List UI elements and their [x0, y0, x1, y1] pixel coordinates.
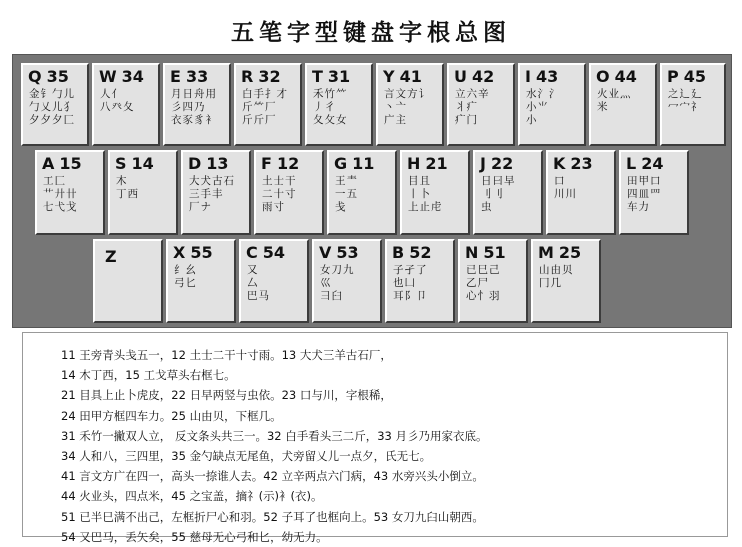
key-letter: H	[407, 154, 421, 173]
key-roots: 火业灬 米	[597, 88, 632, 113]
key-i[interactable]	[518, 63, 586, 146]
key-roots: 大犬古石 三手丰 厂ナ	[189, 175, 235, 213]
key-h[interactable]	[400, 150, 470, 235]
key-code: 43	[535, 67, 559, 86]
key-letter: E	[170, 67, 181, 86]
mnemonic-line: 41 言文方广在四一，高头一捺谁人去。42 立辛两点六门病，43 水旁兴头小倒立。	[61, 469, 484, 484]
key-m[interactable]	[531, 239, 601, 323]
key-s[interactable]	[108, 150, 178, 235]
key-code: 34	[121, 67, 144, 86]
key-letter: C	[246, 243, 258, 262]
key-letter: X	[173, 243, 186, 262]
key-code: 25	[558, 243, 582, 262]
key-d[interactable]	[181, 150, 251, 235]
key-roots: 日曰早 刂刂 虫	[481, 175, 516, 213]
key-code: 12	[276, 154, 300, 173]
key-roots: 女刀九 巛 彐臼	[320, 264, 355, 302]
keyboard	[12, 54, 732, 328]
key-roots: 王龶 一五 戋	[335, 175, 358, 213]
mnemonic-line: 11 王旁青头戋五一，12 土士二干十寸雨。13 大犬三羊古石厂，	[61, 348, 392, 362]
key-code: 15	[59, 154, 82, 173]
key-q[interactable]	[21, 63, 89, 146]
key-code: 11	[352, 154, 375, 173]
key-code: 14	[131, 154, 154, 173]
mnemonic-line: 44 火业头，四点米，45 之宝盖，摘礻(示)衤(衣)。	[61, 489, 323, 504]
key-t[interactable]	[305, 63, 373, 146]
key-v[interactable]	[312, 239, 382, 323]
key-code: 52	[409, 243, 432, 262]
key-letter: T	[312, 67, 323, 86]
key-letter: J	[480, 154, 486, 173]
key-code: 41	[399, 67, 422, 86]
key-code: 31	[327, 67, 351, 86]
key-roots: 口 川川	[554, 175, 577, 200]
key-roots: 立六辛 丬疒 疒门	[455, 88, 490, 126]
key-code: 35	[46, 67, 69, 86]
key-letter: F	[261, 154, 272, 173]
key-letter: D	[188, 154, 202, 173]
key-letter: W	[99, 67, 117, 86]
key-roots: 纟幺 弓匕	[174, 264, 197, 289]
key-roots: 禾竹⺮ 丿彳 夂攵女	[313, 88, 348, 126]
key-letter: N	[465, 243, 479, 262]
key-roots: 土士干 二十寸 雨寸	[262, 175, 297, 213]
key-z[interactable]	[93, 239, 163, 323]
key-w[interactable]	[92, 63, 160, 146]
key-roots: 子孑了 也凵 耳阝卩	[393, 264, 428, 302]
key-x[interactable]	[166, 239, 236, 323]
mnemonic-line: 54 又巴马，丢矢矣，55 慈母无心弓和匕，幼无力。	[61, 529, 328, 544]
key-k[interactable]	[546, 150, 616, 235]
key-code: 53	[336, 243, 359, 262]
mnemonic-line: 34 人和八，三四里，35 金勺缺点无尾鱼，犬旁留乂儿一点夕，氏无七。	[61, 449, 432, 464]
page-title: 五笔字型键盘字根总图	[231, 19, 511, 46]
key-roots: 山由贝 冂几	[539, 264, 574, 289]
key-roots: 金钅勹儿 勹乂儿犭 夕夕夕匚	[29, 88, 75, 126]
key-code: 24	[641, 154, 664, 173]
key-letter: M	[538, 243, 554, 262]
key-roots: 目且 丨卜 上止虍	[408, 175, 443, 213]
key-r[interactable]	[234, 63, 302, 146]
key-roots: 月日舟用 彡四乃 衣豕豸衤	[171, 88, 217, 126]
key-letter: L	[626, 154, 637, 173]
key-g[interactable]	[327, 150, 397, 235]
key-letter: Q	[28, 67, 42, 86]
key-letter: O	[596, 67, 610, 86]
key-roots: 之辶廴 冖宀礻	[668, 88, 703, 113]
key-code: 13	[206, 154, 229, 173]
key-roots: 田甲口 四皿罒 车力	[627, 175, 662, 213]
key-code: 44	[614, 67, 637, 86]
key-roots: 又 厶 巴马	[247, 264, 270, 302]
mnemonic-line: 21 目具上止卜虎皮，22 日早两竖与虫依。23 口与川，字根稀，	[61, 388, 392, 403]
key-code: 33	[185, 67, 209, 86]
key-letter: B	[392, 243, 405, 262]
key-roots: 水氵⺡ 小⺌ 小	[526, 88, 561, 126]
key-roots: 言文方讠 丶亠 广主	[384, 88, 430, 126]
key-f[interactable]	[254, 150, 324, 235]
key-letter: V	[319, 243, 332, 262]
key-letter: R	[241, 67, 254, 86]
key-y[interactable]	[376, 63, 444, 146]
key-l[interactable]	[619, 150, 689, 235]
key-letter: I	[525, 67, 531, 86]
key-code: 21	[425, 154, 448, 173]
key-code: 32	[258, 67, 281, 86]
key-roots: 白手扌才 斤⺮厂 斤斤厂	[242, 88, 288, 126]
key-letter: K	[553, 154, 566, 173]
mnemonic-line: 31 禾竹一撇双人立， 反文条头共三一。32 白手看头三二斤，33 月彡乃用家衣底。	[61, 428, 488, 443]
key-code: 42	[472, 67, 495, 86]
key-e[interactable]	[163, 63, 231, 146]
mnemonic-panel	[22, 332, 728, 544]
key-code: 22	[490, 154, 514, 173]
key-letter: Y	[383, 67, 395, 86]
key-roots: 已巳己 乙尸 心忄羽	[466, 264, 501, 302]
key-j[interactable]	[473, 150, 543, 235]
key-o[interactable]	[589, 63, 657, 146]
key-roots: 工匚 艹廾卄 七弋戈	[43, 175, 78, 213]
key-roots: 木 丁西	[116, 175, 139, 200]
key-c[interactable]	[239, 239, 309, 323]
key-letter: Z	[105, 247, 117, 266]
key-letter: S	[115, 154, 127, 173]
key-letter: P	[667, 67, 679, 86]
key-letter: G	[334, 154, 348, 173]
key-code: 23	[570, 154, 593, 173]
key-code: 45	[683, 67, 706, 86]
key-code: 51	[483, 243, 506, 262]
mnemonic-line: 24 田甲方框四车力。25 山由贝，下框几。	[61, 408, 282, 423]
key-a[interactable]	[35, 150, 105, 235]
key-roots: 人亻 八癶夂	[100, 88, 135, 113]
mnemonic-line: 14 木丁西，15 工戈草头右框七。	[61, 368, 236, 383]
key-code: 55	[190, 243, 213, 262]
key-u[interactable]	[447, 63, 515, 146]
key-p[interactable]	[660, 63, 726, 146]
key-n[interactable]	[458, 239, 528, 323]
key-code: 54	[262, 243, 286, 262]
key-b[interactable]	[385, 239, 455, 323]
key-letter: A	[42, 154, 55, 173]
key-letter: U	[454, 67, 467, 86]
mnemonic-line: 51 已半巳满不出己，左框折尸心和羽。52 子耳了也框向上。53 女刀九臼山朝西。	[61, 509, 484, 524]
